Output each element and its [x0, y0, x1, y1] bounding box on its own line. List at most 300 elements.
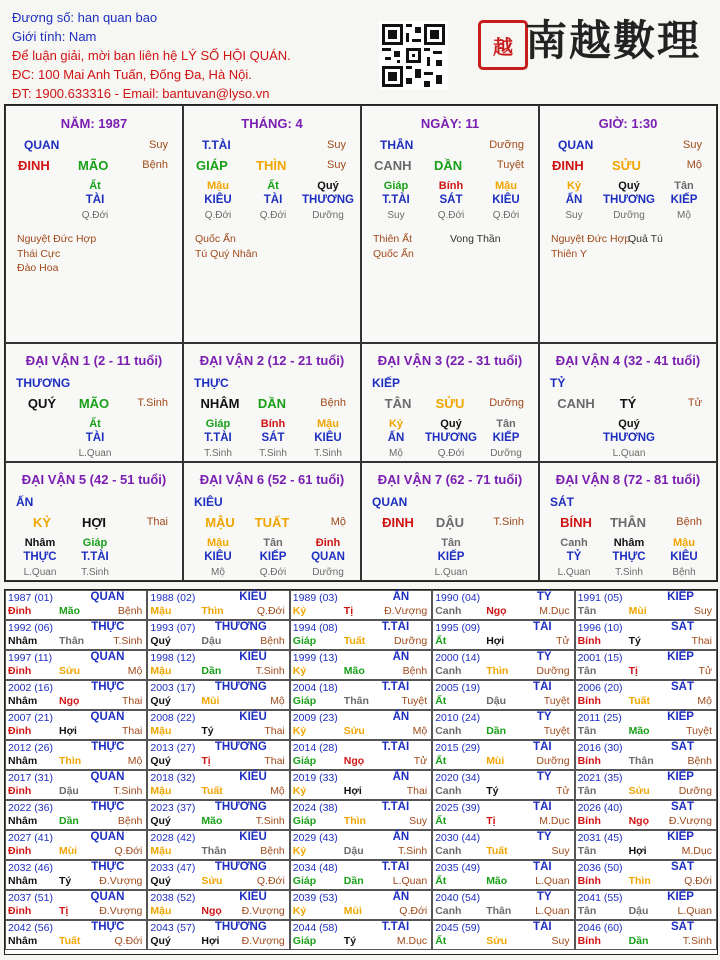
- hidden-relation: T.Sinh: [314, 448, 342, 459]
- hidden-god: KIÊU: [314, 432, 342, 444]
- pillar-cell[interactable]: [539, 105, 717, 343]
- year-relation: T.Sinh: [255, 665, 285, 677]
- year-branch: Tuất: [343, 635, 366, 647]
- year-cell[interactable]: [575, 920, 717, 950]
- year-cell[interactable]: [290, 650, 432, 680]
- hidden-god: T.TÀI: [204, 432, 232, 444]
- dai-van-cell[interactable]: [5, 343, 183, 462]
- ten-god-label: T.TÀI: [381, 921, 410, 933]
- year-branch: Tị: [486, 815, 496, 827]
- year-label: 2011 (25): [577, 712, 622, 724]
- year-cell[interactable]: [432, 890, 574, 920]
- year-label: 1995 (09): [435, 622, 481, 634]
- year-stem: Tân: [577, 605, 597, 617]
- year-stem: Quý: [150, 635, 171, 647]
- hidden-stem: Ất: [267, 180, 279, 192]
- year-stem: Quý: [150, 815, 171, 827]
- year-label: 2025 (39): [435, 802, 481, 814]
- year-stem: Bính: [577, 935, 601, 947]
- year-branch: Tý: [59, 875, 72, 887]
- hidden-stem: Mậu: [673, 537, 695, 549]
- year-branch: Ngọ: [628, 815, 650, 827]
- year-stem: Đinh: [8, 665, 32, 677]
- hidden-relation: L.Quan: [612, 448, 646, 459]
- earthly-branch: TUẤT: [254, 515, 290, 530]
- dai-van-title: ĐẠI VẬN 2 (12 - 21 tuổi): [199, 353, 345, 368]
- year-relation: Thai: [406, 785, 428, 797]
- dai-van-title: ĐẠI VẬN 7 (62 - 71 tuổi): [377, 472, 523, 487]
- ten-god-label: THƯƠNG: [16, 376, 71, 390]
- year-label: 2034 (48): [292, 862, 338, 874]
- year-label: 2045 (59): [435, 922, 481, 934]
- earthly-branch: THÂN: [609, 515, 647, 530]
- year-stem: Nhâm: [8, 755, 38, 767]
- year-cell[interactable]: [147, 680, 289, 710]
- year-label: 1997 (11): [8, 652, 53, 664]
- year-label: 1998 (12): [150, 652, 196, 664]
- hidden-relation: T.Sinh: [615, 567, 643, 578]
- ten-god-label: THƯƠNG: [214, 681, 267, 693]
- year-stem: Nhâm: [8, 815, 38, 827]
- year-cell[interactable]: [432, 770, 574, 800]
- year-branch: Thân: [201, 845, 227, 857]
- hidden-stem: Quý: [618, 418, 640, 430]
- ten-god-label: KIẾP: [667, 891, 694, 903]
- year-relation: Mộ: [270, 695, 285, 707]
- year-label: 2013 (27): [150, 742, 196, 754]
- hidden-stem: Tân: [441, 537, 461, 549]
- year-cell[interactable]: [147, 590, 289, 620]
- year-relation: Q.Đới: [114, 935, 143, 947]
- ten-god-label: ẤN: [16, 495, 34, 509]
- year-cell[interactable]: [5, 740, 147, 770]
- ten-god-label: T.TÀI: [202, 138, 231, 152]
- hidden-god: TÀI: [85, 432, 105, 444]
- year-cell[interactable]: [147, 770, 289, 800]
- earthly-branch: DẦN: [434, 158, 463, 173]
- earthly-branch: DẬU: [435, 515, 465, 530]
- year-stem: Nhâm: [8, 875, 38, 887]
- year-label: 1993 (07): [150, 622, 196, 634]
- heavenly-stem: ĐINH: [382, 515, 414, 530]
- year-branch: Sửu: [628, 785, 650, 797]
- hidden-relation: Q.Đới: [437, 448, 465, 459]
- year-branch: Mão: [59, 605, 80, 617]
- dai-van-title: ĐẠI VẬN 8 (72 - 81 tuổi): [555, 472, 701, 487]
- ten-god-label: THƯƠNG: [214, 861, 267, 873]
- year-cell[interactable]: [432, 620, 574, 650]
- ten-god-label: THƯƠNG: [214, 801, 267, 813]
- year-relation: Mộ: [127, 755, 143, 767]
- pillar-cell[interactable]: [5, 105, 183, 343]
- year-stem: Giáp: [292, 815, 317, 827]
- year-relation: Bệnh: [260, 845, 285, 857]
- hidden-god: ẤN: [565, 194, 583, 206]
- hidden-relation: Mộ: [677, 210, 691, 221]
- year-cell[interactable]: [147, 710, 289, 740]
- hidden-stem: Mậu: [207, 537, 229, 549]
- year-relation: Mộ: [127, 665, 143, 677]
- year-stem: Ất: [435, 695, 447, 707]
- hidden-relation: Q.Đới: [492, 210, 520, 221]
- ten-god-label: THỰC: [91, 801, 125, 813]
- year-cell[interactable]: [575, 590, 717, 620]
- year-relation: Đ.Vượng: [99, 875, 143, 887]
- year-cell[interactable]: [290, 920, 432, 950]
- ten-god-label: QUAN: [90, 651, 125, 663]
- year-cell[interactable]: [147, 920, 289, 950]
- ten-god-label: T.TÀI: [381, 741, 410, 753]
- year-stem: Đinh: [8, 725, 32, 737]
- year-stem: Mậu: [150, 905, 172, 917]
- year-stem: Ất: [435, 815, 447, 827]
- heavenly-stem: TÂN: [384, 396, 412, 411]
- year-cell[interactable]: [290, 740, 432, 770]
- year-relation: Dưỡng: [394, 635, 428, 647]
- year-cell[interactable]: [432, 650, 574, 680]
- dai-van-title: ĐẠI VẬN 1 (2 - 11 tuổi): [25, 353, 163, 368]
- year-label: 2016 (30): [577, 742, 623, 754]
- year-cell[interactable]: [432, 590, 574, 620]
- year-stem: Kỷ: [292, 785, 307, 797]
- hidden-relation: L.Quan: [434, 567, 468, 578]
- ten-god-label: QUAN: [372, 495, 408, 509]
- year-stem: Quý: [150, 935, 171, 947]
- ten-god-label: TÀI: [533, 861, 552, 873]
- hidden-relation: Q.Đới: [81, 210, 109, 221]
- year-stem: Nhâm: [8, 695, 38, 707]
- year-relation: M.Dục: [396, 935, 428, 947]
- year-branch: Dần: [201, 665, 222, 677]
- year-cell[interactable]: [290, 770, 432, 800]
- year-cell[interactable]: [147, 830, 289, 860]
- year-branch: Tuất: [628, 695, 650, 707]
- heavenly-stem: CANH: [374, 158, 412, 173]
- ten-god-label: T.TÀI: [381, 861, 410, 873]
- hidden-stem: Bính: [438, 180, 464, 192]
- year-relation: L.Quan: [392, 875, 428, 887]
- hidden-god: SÁT: [261, 432, 285, 444]
- year-branch: Dần: [343, 875, 364, 887]
- relation-label: Suy: [683, 139, 702, 151]
- hidden-stem: Quý: [618, 180, 640, 192]
- year-branch: Thân: [59, 635, 85, 647]
- star-list: Thiên Ất Quốc Ấn: [373, 233, 414, 260]
- year-cell[interactable]: [575, 800, 717, 830]
- year-label: 2029 (43): [292, 832, 338, 844]
- year-cell[interactable]: [290, 590, 432, 620]
- year-stem: Canh: [435, 725, 462, 737]
- relation-label: T.Sinh: [493, 516, 524, 528]
- ten-god-label: SÁT: [670, 621, 694, 633]
- year-label: 2005 (19): [435, 682, 481, 694]
- star-list: Vong Thần: [450, 233, 501, 245]
- year-branch: Hợi: [486, 635, 505, 647]
- relation-label: Bệnh: [320, 397, 346, 409]
- dai-van-cell[interactable]: [361, 343, 539, 462]
- year-cell[interactable]: [5, 710, 147, 740]
- year-cell[interactable]: [432, 710, 574, 740]
- year-stem: Đinh: [8, 785, 32, 797]
- year-relation: Tuyệt: [543, 725, 570, 737]
- year-relation: T.Sinh: [113, 785, 143, 797]
- year-cell[interactable]: [147, 890, 289, 920]
- hidden-stem: Kỷ: [388, 418, 404, 430]
- year-cell[interactable]: [290, 620, 432, 650]
- year-cell[interactable]: [290, 890, 432, 920]
- ten-god-label: TÀI: [533, 741, 552, 753]
- year-stem: Đinh: [8, 605, 32, 617]
- year-relation: Dưỡng: [678, 785, 712, 797]
- year-stem: Canh: [435, 845, 462, 857]
- year-cell[interactable]: [5, 620, 147, 650]
- year-branch: Mùi: [628, 605, 647, 617]
- heavenly-stem: MẬU: [205, 515, 235, 530]
- year-label: 2035 (49): [435, 862, 481, 874]
- year-relation: Q.Đới: [684, 875, 712, 887]
- year-label: 2004 (18): [292, 682, 338, 694]
- year-cell[interactable]: [575, 770, 717, 800]
- year-label: 1992 (06): [8, 622, 53, 634]
- year-branch: Mùi: [343, 905, 362, 917]
- year-stem: Đinh: [8, 845, 32, 857]
- year-label: 2022 (36): [8, 802, 53, 814]
- pillar-title: THÁNG: 4: [241, 116, 303, 131]
- hidden-relation: L.Quan: [23, 567, 57, 578]
- year-stem: Tân: [577, 785, 597, 797]
- year-label: 1988 (02): [150, 592, 196, 604]
- year-relation: Thai: [691, 635, 712, 647]
- star-list: Nguyệt Đức Hợp Thiên Y: [551, 233, 631, 260]
- year-relation: Dưỡng: [536, 665, 570, 677]
- year-relation: Bệnh: [260, 635, 285, 647]
- year-cell[interactable]: [575, 680, 717, 710]
- hidden-god: ẤN: [387, 432, 405, 444]
- year-stem: Tân: [577, 725, 597, 737]
- year-cell[interactable]: [432, 920, 574, 950]
- year-cell[interactable]: [432, 680, 574, 710]
- year-cell[interactable]: [432, 830, 574, 860]
- dai-van-cell[interactable]: [183, 343, 361, 462]
- year-relation: Suy: [551, 935, 570, 947]
- year-label: 1999 (13): [292, 652, 338, 664]
- dai-van-cell[interactable]: [539, 343, 717, 462]
- year-cell[interactable]: [432, 860, 574, 890]
- year-branch: Mão: [628, 725, 650, 737]
- dai-van-cell[interactable]: [183, 462, 361, 581]
- year-stem: Mậu: [150, 725, 172, 737]
- year-relation: Đ.Vượng: [241, 905, 285, 917]
- year-cell[interactable]: [575, 860, 717, 890]
- year-label: 1996 (10): [577, 622, 623, 634]
- year-cell[interactable]: [575, 650, 717, 680]
- year-branch: Thân: [343, 695, 369, 707]
- year-cell[interactable]: [575, 830, 717, 860]
- year-relation: Bệnh: [687, 755, 712, 767]
- gender: Giới tính: Nam: [12, 29, 97, 44]
- ten-god-label: SÁT: [670, 681, 694, 693]
- year-relation: Thai: [121, 725, 143, 737]
- pillar-cell[interactable]: [183, 105, 361, 343]
- year-cell[interactable]: [5, 680, 147, 710]
- heavenly-stem: GIÁP: [196, 158, 228, 173]
- year-label: 2044 (58): [292, 922, 338, 934]
- year-cell[interactable]: [5, 920, 147, 950]
- year-label: 1990 (04): [435, 592, 481, 604]
- relation-label: Mộ: [686, 159, 702, 171]
- hidden-stem: Giáp: [205, 418, 231, 430]
- hidden-god: KIÊU: [670, 551, 698, 563]
- hidden-stem: Quý: [317, 180, 339, 192]
- year-branch: Thân: [486, 905, 512, 917]
- year-cell[interactable]: [5, 590, 147, 620]
- hidden-god: KIẾP: [492, 432, 520, 444]
- year-cell[interactable]: [290, 710, 432, 740]
- hidden-relation: Dưỡng: [312, 567, 344, 578]
- year-stem: Đinh: [8, 905, 32, 917]
- relation-label: Mộ: [330, 516, 346, 528]
- year-stem: Giáp: [292, 635, 317, 647]
- year-cell[interactable]: [290, 680, 432, 710]
- hidden-relation: Q.Đới: [204, 210, 232, 221]
- hidden-relation: Q.Đới: [259, 210, 287, 221]
- dai-van-cell[interactable]: [361, 462, 539, 581]
- year-cell[interactable]: [5, 830, 147, 860]
- year-branch: Ngọ: [59, 695, 80, 707]
- ten-god-label: SÁT: [670, 741, 694, 753]
- year-cell[interactable]: [290, 800, 432, 830]
- year-label: 1994 (08): [292, 622, 338, 634]
- hidden-god: TÀI: [85, 194, 105, 206]
- year-stem: Mậu: [150, 605, 172, 617]
- hidden-god: T.TÀI: [81, 551, 109, 563]
- year-cell[interactable]: [147, 650, 289, 680]
- year-stem: Ất: [435, 935, 447, 947]
- year-relation: Q.Đới: [399, 905, 428, 917]
- header-info: [12, 8, 291, 103]
- year-label: 2028 (42): [150, 832, 196, 844]
- year-cell[interactable]: [5, 890, 147, 920]
- ten-god-label: KIÊU: [239, 891, 267, 903]
- pillar-title: GIỜ: 1:30: [598, 116, 658, 131]
- dai-van-cell[interactable]: [5, 462, 183, 581]
- hidden-stem: Giáp: [383, 180, 409, 192]
- year-cell[interactable]: [575, 890, 717, 920]
- year-relation: Tử: [556, 635, 570, 647]
- year-branch: Dần: [628, 935, 649, 947]
- year-cell[interactable]: [147, 860, 289, 890]
- year-stem: Bính: [577, 695, 601, 707]
- hidden-god: THƯƠNG: [302, 194, 354, 206]
- year-stem: Quý: [150, 695, 171, 707]
- dai-van-cell[interactable]: [539, 462, 717, 581]
- year-cell[interactable]: [147, 740, 289, 770]
- ten-god-label: KIÊU: [239, 651, 267, 663]
- ten-god-label: TÀI: [533, 621, 552, 633]
- year-label: 2018 (32): [150, 772, 196, 784]
- year-relation: Mộ: [270, 785, 285, 797]
- year-stem: Mậu: [150, 845, 172, 857]
- hidden-stem: Nhâm: [24, 537, 56, 549]
- ten-god-label: SÁT: [670, 861, 694, 873]
- ten-god-label: THƯƠNG: [214, 921, 267, 933]
- qr-code-icon[interactable]: [379, 21, 448, 90]
- year-cell[interactable]: [5, 770, 147, 800]
- relation-label: Bệnh: [142, 159, 168, 171]
- year-stem: Ất: [435, 755, 447, 767]
- year-label: 2002 (16): [8, 682, 53, 694]
- year-cell[interactable]: [290, 860, 432, 890]
- hidden-relation: Dưỡng: [312, 210, 344, 221]
- hidden-god: QUAN: [311, 551, 345, 563]
- year-label: 2027 (41): [8, 832, 53, 844]
- year-cell[interactable]: [575, 710, 717, 740]
- year-stem: Nhâm: [8, 935, 38, 947]
- hidden-stem: Tân: [263, 537, 283, 549]
- year-cell[interactable]: [147, 620, 289, 650]
- ten-god-label: KIÊU: [239, 831, 267, 843]
- ten-god-label: THỰC: [91, 861, 125, 873]
- hidden-stem: Đinh: [315, 537, 341, 549]
- owner-name: Đương số: han quan bao: [12, 10, 158, 25]
- year-cell[interactable]: [575, 620, 717, 650]
- hidden-god: KIẾP: [670, 194, 698, 206]
- year-relation: T.Sinh: [113, 635, 143, 647]
- pillar-cell[interactable]: [361, 105, 539, 343]
- relation-label: Suy: [327, 139, 346, 151]
- year-relation: Tuyệt: [686, 725, 712, 737]
- hidden-stem: Mậu: [495, 180, 517, 192]
- year-cell[interactable]: [432, 740, 574, 770]
- hidden-god: THỰC: [23, 551, 57, 563]
- year-branch: Sửu: [201, 875, 223, 887]
- year-branch: Mão: [486, 875, 508, 887]
- hidden-god: THƯƠNG: [603, 432, 655, 444]
- year-cell[interactable]: [5, 860, 147, 890]
- year-relation: T.Sinh: [682, 935, 712, 947]
- year-stem: Bính: [577, 635, 601, 647]
- year-cell[interactable]: [147, 800, 289, 830]
- year-stem: Kỷ: [292, 665, 307, 677]
- year-relation: Suy: [551, 845, 570, 857]
- ten-god-label: TỶ: [536, 891, 552, 903]
- year-cell[interactable]: [432, 800, 574, 830]
- year-cell[interactable]: [290, 830, 432, 860]
- year-relation: Tử: [698, 665, 712, 677]
- ten-god-label: QUAN: [558, 138, 594, 152]
- year-label: 2020 (34): [435, 772, 481, 784]
- year-relation: Tử: [556, 785, 570, 797]
- year-stem: Kỷ: [292, 845, 307, 857]
- year-branch: Tị: [343, 605, 354, 617]
- ten-god-label: T.TÀI: [381, 681, 410, 693]
- ten-god-label: KIÊU: [239, 711, 267, 723]
- hidden-stem: Kỷ: [566, 180, 582, 192]
- year-label: 2003 (17): [150, 682, 196, 694]
- year-cell[interactable]: [5, 650, 147, 680]
- hidden-stem: Tân: [496, 418, 516, 430]
- hidden-relation: Dưỡng: [613, 210, 645, 221]
- year-label: 2021 (35): [577, 772, 623, 784]
- year-label: 2001 (15): [577, 652, 623, 664]
- hidden-relation: L.Quan: [78, 448, 112, 459]
- year-stem: Giáp: [292, 875, 317, 887]
- heavenly-stem: CANH: [557, 396, 595, 411]
- year-cell[interactable]: [5, 800, 147, 830]
- year-branch: Thìn: [486, 665, 509, 677]
- year-label: 2042 (56): [8, 922, 53, 934]
- year-cell[interactable]: [575, 740, 717, 770]
